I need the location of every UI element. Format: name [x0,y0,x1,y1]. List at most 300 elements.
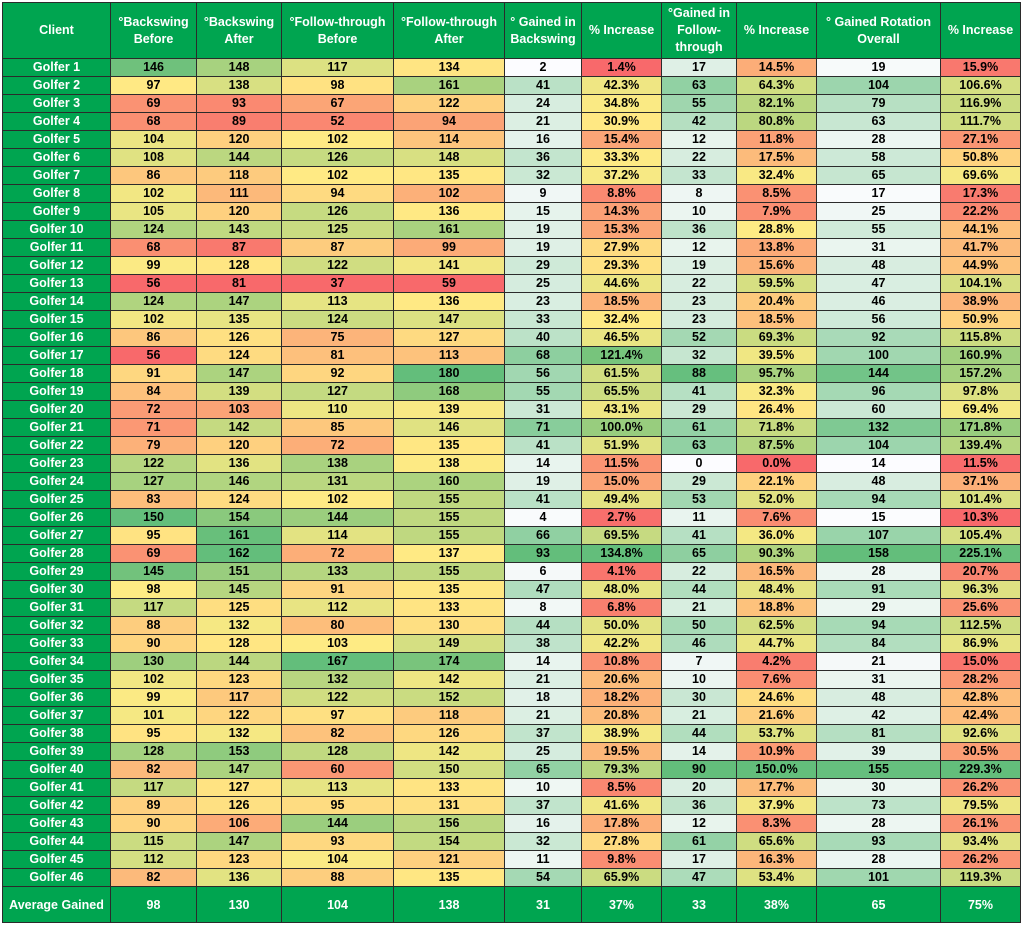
increase-backswing-cell[interactable]: 15.4% [582,131,662,149]
gained-overall-cell[interactable]: 21 [817,653,941,671]
gained-follow-through-cell[interactable]: 22 [662,149,737,167]
increase-follow-through-cell[interactable]: 48.4% [737,581,817,599]
follow-through-before-cell[interactable]: 126 [282,203,394,221]
increase-follow-through-cell[interactable]: 52.0% [737,491,817,509]
client-cell[interactable]: Golfer 23 [3,455,111,473]
gained-overall-cell[interactable]: 14 [817,455,941,473]
follow-through-before-cell[interactable]: 85 [282,419,394,437]
increase-overall-cell[interactable]: 50.9% [941,311,1021,329]
increase-follow-through-cell[interactable]: 8.3% [737,815,817,833]
increase-overall-cell[interactable]: 160.9% [941,347,1021,365]
follow-through-after-cell[interactable]: 148 [394,149,505,167]
gained-overall-cell[interactable]: 104 [817,437,941,455]
increase-overall-cell[interactable]: 20.7% [941,563,1021,581]
increase-backswing-cell[interactable]: 65.9% [582,869,662,887]
client-cell[interactable]: Golfer 19 [3,383,111,401]
gained-backswing-cell[interactable]: 19 [505,473,582,491]
backswing-after-cell[interactable]: 124 [197,491,282,509]
backswing-after-cell[interactable]: 89 [197,113,282,131]
gained-follow-through-cell[interactable]: 88 [662,365,737,383]
follow-through-after-cell[interactable]: 114 [394,131,505,149]
gained-follow-through-cell[interactable]: 41 [662,527,737,545]
header-increase-overall[interactable]: % Increase [941,3,1021,59]
backswing-after-cell[interactable]: 128 [197,257,282,275]
backswing-after-cell[interactable]: 125 [197,599,282,617]
backswing-before-cell[interactable]: 84 [111,383,197,401]
client-cell[interactable]: Golfer 46 [3,869,111,887]
backswing-before-cell[interactable]: 128 [111,743,197,761]
increase-overall-cell[interactable]: 115.8% [941,329,1021,347]
gained-overall-cell[interactable]: 25 [817,203,941,221]
increase-follow-through-cell[interactable]: 20.4% [737,293,817,311]
gained-follow-through-cell[interactable]: 41 [662,383,737,401]
client-cell[interactable]: Golfer 36 [3,689,111,707]
increase-follow-through-cell[interactable]: 28.8% [737,221,817,239]
increase-backswing-cell[interactable]: 18.5% [582,293,662,311]
backswing-after-cell[interactable]: 148 [197,59,282,77]
gained-follow-through-cell[interactable]: 52 [662,329,737,347]
backswing-after-cell[interactable]: 93 [197,95,282,113]
client-cell[interactable]: Golfer 7 [3,167,111,185]
increase-overall-cell[interactable]: 97.8% [941,383,1021,401]
increase-backswing-cell[interactable]: 121.4% [582,347,662,365]
backswing-before-cell[interactable]: 122 [111,455,197,473]
increase-follow-through-cell[interactable]: 36.0% [737,527,817,545]
backswing-after-cell[interactable]: 162 [197,545,282,563]
client-cell[interactable]: Golfer 27 [3,527,111,545]
follow-through-after-cell[interactable]: 161 [394,77,505,95]
follow-through-after-cell[interactable]: 102 [394,185,505,203]
follow-through-before-cell[interactable]: 114 [282,527,394,545]
gained-backswing-cell[interactable]: 55 [505,383,582,401]
backswing-before-cell[interactable]: 91 [111,365,197,383]
backswing-before-cell[interactable]: 117 [111,599,197,617]
follow-through-after-cell[interactable]: 168 [394,383,505,401]
increase-backswing-cell[interactable]: 10.8% [582,653,662,671]
increase-overall-cell[interactable]: 44.1% [941,221,1021,239]
gained-backswing-cell[interactable]: 6 [505,563,582,581]
client-cell[interactable]: Golfer 1 [3,59,111,77]
increase-overall-cell[interactable]: 15.0% [941,653,1021,671]
gained-overall-cell[interactable]: 73 [817,797,941,815]
follow-through-before-cell[interactable]: 133 [282,563,394,581]
gained-overall-cell[interactable]: 104 [817,77,941,95]
follow-through-after-cell[interactable]: 155 [394,509,505,527]
increase-overall-cell[interactable]: 171.8% [941,419,1021,437]
gained-follow-through-cell[interactable]: 42 [662,113,737,131]
increase-overall-cell[interactable]: 106.6% [941,77,1021,95]
follow-through-before-cell[interactable]: 131 [282,473,394,491]
increase-follow-through-cell[interactable]: 59.5% [737,275,817,293]
backswing-before-cell[interactable]: 99 [111,257,197,275]
client-cell[interactable]: Golfer 42 [3,797,111,815]
increase-backswing-cell[interactable]: 34.8% [582,95,662,113]
gained-follow-through-cell[interactable]: 12 [662,815,737,833]
gained-follow-through-cell[interactable]: 21 [662,707,737,725]
gained-backswing-cell[interactable]: 21 [505,113,582,131]
backswing-before-cell[interactable]: 82 [111,869,197,887]
header-gained-backswing[interactable]: ° Gained in Backswing [505,3,582,59]
increase-overall-cell[interactable]: 111.7% [941,113,1021,131]
follow-through-after-cell[interactable]: 136 [394,203,505,221]
increase-follow-through-cell[interactable]: 64.3% [737,77,817,95]
gained-overall-cell[interactable]: 48 [817,689,941,707]
increase-backswing-cell[interactable]: 14.3% [582,203,662,221]
increase-overall-cell[interactable]: 26.2% [941,851,1021,869]
increase-follow-through-cell[interactable]: 16.5% [737,563,817,581]
header-backswing-after[interactable]: °Backswing After [197,3,282,59]
increase-overall-cell[interactable]: 69.6% [941,167,1021,185]
increase-backswing-cell[interactable]: 27.8% [582,833,662,851]
gained-overall-cell[interactable]: 101 [817,869,941,887]
client-cell[interactable]: Golfer 4 [3,113,111,131]
gained-overall-cell[interactable]: 42 [817,707,941,725]
gained-backswing-cell[interactable]: 68 [505,347,582,365]
backswing-before-cell[interactable]: 98 [111,581,197,599]
client-cell[interactable]: Golfer 8 [3,185,111,203]
follow-through-after-cell[interactable]: 138 [394,455,505,473]
follow-through-after-cell[interactable]: 141 [394,257,505,275]
backswing-before-cell[interactable]: 150 [111,509,197,527]
gained-backswing-cell[interactable]: 38 [505,635,582,653]
client-cell[interactable]: Golfer 44 [3,833,111,851]
backswing-after-cell[interactable]: 147 [197,833,282,851]
client-cell[interactable]: Golfer 41 [3,779,111,797]
increase-follow-through-cell[interactable]: 80.8% [737,113,817,131]
gained-backswing-cell[interactable]: 8 [505,599,582,617]
increase-backswing-cell[interactable]: 8.5% [582,779,662,797]
increase-follow-through-cell[interactable]: 22.1% [737,473,817,491]
gained-overall-cell[interactable]: 31 [817,239,941,257]
backswing-after-cell[interactable]: 153 [197,743,282,761]
follow-through-after-cell[interactable]: 152 [394,689,505,707]
increase-overall-cell[interactable]: 30.5% [941,743,1021,761]
increase-follow-through-cell[interactable]: 14.5% [737,59,817,77]
increase-follow-through-cell[interactable]: 150.0% [737,761,817,779]
gained-follow-through-cell[interactable]: 29 [662,401,737,419]
increase-backswing-cell[interactable]: 27.9% [582,239,662,257]
increase-backswing-cell[interactable]: 49.4% [582,491,662,509]
follow-through-after-cell[interactable]: 136 [394,293,505,311]
gained-follow-through-cell[interactable]: 44 [662,581,737,599]
increase-follow-through-cell[interactable]: 87.5% [737,437,817,455]
increase-backswing-cell[interactable]: 17.8% [582,815,662,833]
increase-backswing-cell[interactable]: 15.3% [582,221,662,239]
increase-overall-cell[interactable]: 26.2% [941,779,1021,797]
gained-follow-through-cell[interactable]: 7 [662,653,737,671]
increase-backswing-cell[interactable]: 11.5% [582,455,662,473]
gained-overall-cell[interactable]: 19 [817,59,941,77]
gained-overall-cell[interactable]: 100 [817,347,941,365]
follow-through-after-cell[interactable]: 142 [394,743,505,761]
gained-overall-cell[interactable]: 84 [817,635,941,653]
gained-backswing-cell[interactable]: 32 [505,167,582,185]
client-cell[interactable]: Golfer 26 [3,509,111,527]
increase-backswing-cell[interactable]: 33.3% [582,149,662,167]
increase-backswing-cell[interactable]: 65.5% [582,383,662,401]
increase-backswing-cell[interactable]: 100.0% [582,419,662,437]
gained-overall-cell[interactable]: 91 [817,581,941,599]
gained-backswing-cell[interactable]: 14 [505,455,582,473]
gained-overall-cell[interactable]: 107 [817,527,941,545]
increase-backswing-cell[interactable]: 134.8% [582,545,662,563]
gained-overall-cell[interactable]: 144 [817,365,941,383]
gained-follow-through-cell[interactable]: 53 [662,491,737,509]
gained-overall-cell[interactable]: 60 [817,401,941,419]
follow-through-after-cell[interactable]: 121 [394,851,505,869]
gained-backswing-cell[interactable]: 15 [505,203,582,221]
client-cell[interactable]: Golfer 20 [3,401,111,419]
follow-through-before-cell[interactable]: 93 [282,833,394,851]
increase-backswing-cell[interactable]: 30.9% [582,113,662,131]
follow-through-before-cell[interactable]: 117 [282,59,394,77]
follow-through-after-cell[interactable]: 155 [394,491,505,509]
gained-overall-cell[interactable]: 28 [817,563,941,581]
increase-overall-cell[interactable]: 17.3% [941,185,1021,203]
increase-overall-cell[interactable]: 104.1% [941,275,1021,293]
follow-through-before-cell[interactable]: 127 [282,383,394,401]
follow-through-before-cell[interactable]: 60 [282,761,394,779]
client-cell[interactable]: Golfer 34 [3,653,111,671]
backswing-before-cell[interactable]: 71 [111,419,197,437]
backswing-after-cell[interactable]: 132 [197,617,282,635]
header-increase-backswing[interactable]: % Increase [582,3,662,59]
average-cell[interactable]: 38% [737,887,817,923]
increase-overall-cell[interactable]: 105.4% [941,527,1021,545]
backswing-after-cell[interactable]: 145 [197,581,282,599]
gained-backswing-cell[interactable]: 19 [505,221,582,239]
gained-follow-through-cell[interactable]: 17 [662,851,737,869]
client-cell[interactable]: Golfer 29 [3,563,111,581]
gained-follow-through-cell[interactable]: 32 [662,347,737,365]
gained-follow-through-cell[interactable]: 11 [662,509,737,527]
gained-follow-through-cell[interactable]: 22 [662,275,737,293]
increase-follow-through-cell[interactable]: 7.6% [737,671,817,689]
backswing-after-cell[interactable]: 118 [197,167,282,185]
backswing-after-cell[interactable]: 139 [197,383,282,401]
backswing-before-cell[interactable]: 146 [111,59,197,77]
gained-backswing-cell[interactable]: 10 [505,779,582,797]
backswing-before-cell[interactable]: 56 [111,347,197,365]
increase-follow-through-cell[interactable]: 10.9% [737,743,817,761]
backswing-after-cell[interactable]: 136 [197,455,282,473]
gained-backswing-cell[interactable]: 19 [505,239,582,257]
backswing-after-cell[interactable]: 122 [197,707,282,725]
follow-through-after-cell[interactable]: 160 [394,473,505,491]
increase-follow-through-cell[interactable]: 71.8% [737,419,817,437]
follow-through-after-cell[interactable]: 161 [394,221,505,239]
backswing-before-cell[interactable]: 68 [111,239,197,257]
gained-overall-cell[interactable]: 48 [817,257,941,275]
follow-through-before-cell[interactable]: 122 [282,257,394,275]
gained-overall-cell[interactable]: 65 [817,167,941,185]
increase-overall-cell[interactable]: 116.9% [941,95,1021,113]
gained-follow-through-cell[interactable]: 33 [662,167,737,185]
gained-overall-cell[interactable]: 92 [817,329,941,347]
backswing-after-cell[interactable]: 161 [197,527,282,545]
follow-through-after-cell[interactable]: 174 [394,653,505,671]
follow-through-after-cell[interactable]: 133 [394,599,505,617]
increase-overall-cell[interactable]: 79.5% [941,797,1021,815]
increase-follow-through-cell[interactable]: 90.3% [737,545,817,563]
gained-overall-cell[interactable]: 56 [817,311,941,329]
gained-backswing-cell[interactable]: 41 [505,491,582,509]
increase-follow-through-cell[interactable]: 53.4% [737,869,817,887]
increase-follow-through-cell[interactable]: 24.6% [737,689,817,707]
backswing-before-cell[interactable]: 117 [111,779,197,797]
backswing-before-cell[interactable]: 115 [111,833,197,851]
backswing-after-cell[interactable]: 147 [197,761,282,779]
increase-backswing-cell[interactable]: 18.2% [582,689,662,707]
increase-backswing-cell[interactable]: 61.5% [582,365,662,383]
backswing-before-cell[interactable]: 56 [111,275,197,293]
increase-backswing-cell[interactable]: 48.0% [582,581,662,599]
backswing-after-cell[interactable]: 132 [197,725,282,743]
increase-follow-through-cell[interactable]: 37.9% [737,797,817,815]
backswing-before-cell[interactable]: 105 [111,203,197,221]
follow-through-after-cell[interactable]: 149 [394,635,505,653]
increase-follow-through-cell[interactable]: 39.5% [737,347,817,365]
header-backswing-before[interactable]: °Backswing Before [111,3,197,59]
gained-backswing-cell[interactable]: 36 [505,149,582,167]
increase-backswing-cell[interactable]: 1.4% [582,59,662,77]
backswing-before-cell[interactable]: 130 [111,653,197,671]
follow-through-after-cell[interactable]: 135 [394,581,505,599]
increase-overall-cell[interactable]: 10.3% [941,509,1021,527]
client-cell[interactable]: Golfer 10 [3,221,111,239]
follow-through-after-cell[interactable]: 122 [394,95,505,113]
backswing-before-cell[interactable]: 90 [111,635,197,653]
client-cell[interactable]: Golfer 37 [3,707,111,725]
backswing-before-cell[interactable]: 108 [111,149,197,167]
gained-overall-cell[interactable]: 93 [817,833,941,851]
gained-follow-through-cell[interactable]: 0 [662,455,737,473]
backswing-after-cell[interactable]: 128 [197,635,282,653]
increase-overall-cell[interactable]: 119.3% [941,869,1021,887]
backswing-after-cell[interactable]: 143 [197,221,282,239]
gained-backswing-cell[interactable]: 16 [505,815,582,833]
gained-backswing-cell[interactable]: 14 [505,653,582,671]
gained-follow-through-cell[interactable]: 50 [662,617,737,635]
client-cell[interactable]: Golfer 38 [3,725,111,743]
backswing-before-cell[interactable]: 89 [111,797,197,815]
follow-through-before-cell[interactable]: 112 [282,599,394,617]
gained-overall-cell[interactable]: 94 [817,491,941,509]
gained-follow-through-cell[interactable]: 12 [662,239,737,257]
backswing-before-cell[interactable]: 124 [111,293,197,311]
increase-overall-cell[interactable]: 101.4% [941,491,1021,509]
follow-through-before-cell[interactable]: 102 [282,491,394,509]
increase-backswing-cell[interactable]: 15.0% [582,473,662,491]
increase-backswing-cell[interactable]: 38.9% [582,725,662,743]
follow-through-before-cell[interactable]: 144 [282,509,394,527]
increase-overall-cell[interactable]: 41.7% [941,239,1021,257]
backswing-after-cell[interactable]: 147 [197,365,282,383]
increase-follow-through-cell[interactable]: 7.9% [737,203,817,221]
gained-follow-through-cell[interactable]: 90 [662,761,737,779]
follow-through-before-cell[interactable]: 98 [282,77,394,95]
increase-overall-cell[interactable]: 22.2% [941,203,1021,221]
backswing-after-cell[interactable]: 142 [197,419,282,437]
gained-backswing-cell[interactable]: 25 [505,743,582,761]
backswing-before-cell[interactable]: 124 [111,221,197,239]
backswing-after-cell[interactable]: 154 [197,509,282,527]
gained-follow-through-cell[interactable]: 63 [662,77,737,95]
backswing-before-cell[interactable]: 97 [111,77,197,95]
average-gained-label[interactable]: Average Gained [3,887,111,923]
gained-backswing-cell[interactable]: 47 [505,581,582,599]
gained-follow-through-cell[interactable]: 36 [662,221,737,239]
increase-overall-cell[interactable]: 26.1% [941,815,1021,833]
increase-overall-cell[interactable]: 86.9% [941,635,1021,653]
increase-overall-cell[interactable]: 93.4% [941,833,1021,851]
follow-through-before-cell[interactable]: 88 [282,869,394,887]
client-cell[interactable]: Golfer 30 [3,581,111,599]
client-cell[interactable]: Golfer 33 [3,635,111,653]
backswing-before-cell[interactable]: 86 [111,167,197,185]
gained-backswing-cell[interactable]: 33 [505,311,582,329]
follow-through-before-cell[interactable]: 52 [282,113,394,131]
backswing-after-cell[interactable]: 120 [197,203,282,221]
gained-follow-through-cell[interactable]: 61 [662,419,737,437]
increase-overall-cell[interactable]: 139.4% [941,437,1021,455]
follow-through-after-cell[interactable]: 130 [394,617,505,635]
gained-backswing-cell[interactable]: 24 [505,95,582,113]
increase-follow-through-cell[interactable]: 4.2% [737,653,817,671]
backswing-after-cell[interactable]: 103 [197,401,282,419]
gained-overall-cell[interactable]: 39 [817,743,941,761]
gained-overall-cell[interactable]: 48 [817,473,941,491]
follow-through-after-cell[interactable]: 135 [394,437,505,455]
follow-through-before-cell[interactable]: 113 [282,779,394,797]
gained-backswing-cell[interactable]: 25 [505,275,582,293]
follow-through-before-cell[interactable]: 75 [282,329,394,347]
backswing-before-cell[interactable]: 90 [111,815,197,833]
increase-follow-through-cell[interactable]: 69.3% [737,329,817,347]
backswing-before-cell[interactable]: 145 [111,563,197,581]
follow-through-after-cell[interactable]: 135 [394,167,505,185]
gained-backswing-cell[interactable]: 2 [505,59,582,77]
gained-backswing-cell[interactable]: 54 [505,869,582,887]
increase-follow-through-cell[interactable]: 17.5% [737,149,817,167]
client-cell[interactable]: Golfer 45 [3,851,111,869]
increase-overall-cell[interactable]: 25.6% [941,599,1021,617]
backswing-before-cell[interactable]: 127 [111,473,197,491]
gained-backswing-cell[interactable]: 21 [505,671,582,689]
gained-overall-cell[interactable]: 47 [817,275,941,293]
gained-follow-through-cell[interactable]: 29 [662,473,737,491]
gained-overall-cell[interactable]: 96 [817,383,941,401]
average-cell[interactable]: 33 [662,887,737,923]
increase-follow-through-cell[interactable]: 44.7% [737,635,817,653]
client-cell[interactable]: Golfer 21 [3,419,111,437]
gained-backswing-cell[interactable]: 31 [505,401,582,419]
increase-backswing-cell[interactable]: 19.5% [582,743,662,761]
follow-through-before-cell[interactable]: 102 [282,167,394,185]
client-cell[interactable]: Golfer 43 [3,815,111,833]
header-follow-through-before[interactable]: °Follow-through Before [282,3,394,59]
gained-overall-cell[interactable]: 158 [817,545,941,563]
gained-overall-cell[interactable]: 155 [817,761,941,779]
client-cell[interactable]: Golfer 25 [3,491,111,509]
backswing-after-cell[interactable]: 144 [197,149,282,167]
increase-overall-cell[interactable]: 44.9% [941,257,1021,275]
backswing-after-cell[interactable]: 147 [197,293,282,311]
follow-through-before-cell[interactable]: 124 [282,311,394,329]
average-cell[interactable]: 37% [582,887,662,923]
header-gained-follow-through[interactable]: °Gained in Follow- through [662,3,737,59]
gained-backswing-cell[interactable]: 65 [505,761,582,779]
